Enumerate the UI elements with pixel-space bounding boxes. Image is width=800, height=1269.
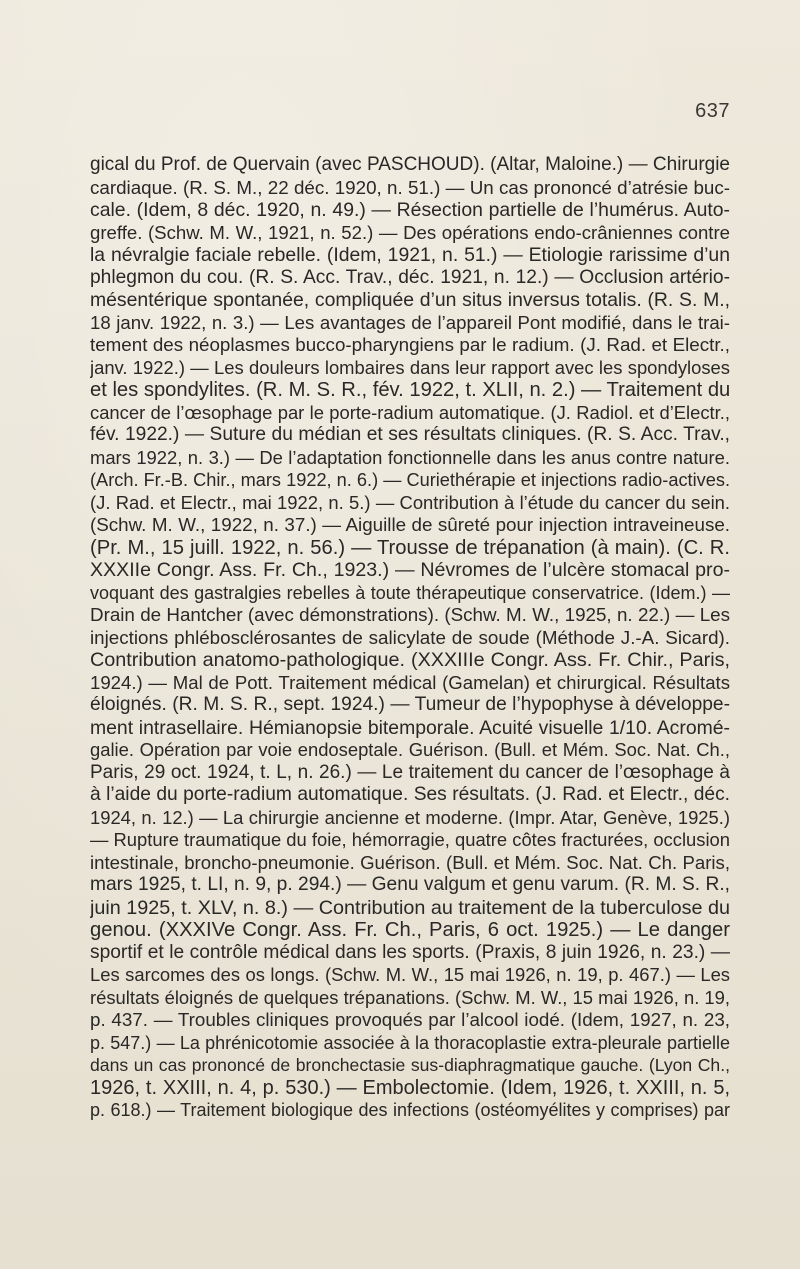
text-line: Paris, 29 oct. 1924, t. L, n. 26.) — Le traitement du cancer de l’œsophage à <box>90 761 730 783</box>
text-line: cardiaque. (R. S. M., 22 déc. 1920, n. 51.) — Un cas prononcé d’atrésie buc- <box>90 176 730 198</box>
text-line: mars 1922, n. 3.) — De l’adaptation fonctionnelle dans les anus contre nature. <box>90 446 730 468</box>
text-line: (Pr. M., 15 juill. 1922, n. 56.) — Trousse de trépanation (à main). (C. R. <box>90 536 730 559</box>
text-line: p. 437. — Troubles cliniques provoqués par l’alcool iodé. (Idem, 1927, n. 23, <box>90 1009 730 1030</box>
text-line: greffe. (Schw. M. W., 1921, n. 52.) — Des opérations endo-crâniennes contre <box>90 221 730 243</box>
text-line: genou. (XXXIVe Congr. Ass. Fr. Ch., Paris, 6 oct. 1925.) — Le danger <box>90 919 730 941</box>
text-line: la névralgie faciale rebelle. (Idem, 1921, n. 51.) — Etiologie rarissime d’un <box>90 244 730 266</box>
text-line: mars 1925, t. LI, n. 9, p. 294.) — Genu valgum et genu varum. (R. M. S. R., <box>90 874 730 895</box>
page-number: 637 <box>695 100 730 122</box>
text-line: 1924.) — Mal de Pott. Traitement médical (Gamelan) et chirurgical. Résultats <box>90 671 730 693</box>
text-line: janv. 1922.) — Les douleurs lombaires dans leur rapport avec les spondyloses <box>90 356 730 378</box>
text-line: éloignés. (R. M. S. R., sept. 1924.) — Tumeur de l’hypophyse à développe- <box>90 694 730 715</box>
text-line: tement des néoplasmes bucco-pharyngiens par le radium. (J. Rad. et Electr., <box>90 334 730 355</box>
text-line: p. 547.) — La phrénicotomie associée à la thoracoplastie extra-pleurale partielle <box>90 1032 730 1053</box>
text-line: dans un cas prononcé de bronchectasie sus-diaphragmatique gauche. (Lyon Ch., <box>90 1055 730 1075</box>
text-line: (J. Rad. et Electr., mai 1922, n. 5.) — Contribution à l’étude du cancer du sein. <box>90 491 730 513</box>
text-line: 1926, t. XXIII, n. 4, p. 530.) — Embolectomie. (Idem, 1926, t. XXIII, n. 5, <box>90 1076 730 1099</box>
text-line: Les sarcomes des os longs. (Schw. M. W., 15 mai 1926, n. 19, p. 467.) — Les <box>90 964 730 985</box>
text-line: Contribution anatomo-pathologique. (XXXIIIe Congr. Ass. Fr. Chir., Paris, <box>90 649 730 671</box>
text-line: résultats éloignés de quelques trépanations. (Schw. M. W., 15 mai 1926, n. 19, <box>90 986 730 1008</box>
text-line: XXXIIe Congr. Ass. Fr. Ch., 1923.) — Névromes de l’ulcère stomacal pro- <box>90 559 730 581</box>
text-line: galie. Opération par voie endoseptale. Guérison. (Bull. et Mém. Soc. Nat. Ch., <box>90 739 730 760</box>
text-line: et les spondylites. (R. M. S. R., fév. 1922, t. XLII, n. 2.) — Traitement du <box>90 379 730 401</box>
bibliography-paragraph <box>90 154 730 1122</box>
text-line: mésentérique spontanée, compliquée d’un situs inversus totalis. (R. S. M., <box>90 289 730 311</box>
text-line: Drain de Hantcher (avec démonstrations). (Schw. M. W., 1925, n. 22.) — Les <box>90 604 730 625</box>
text-line: cale. (Idem, 8 déc. 1920, n. 49.) — Résection partielle de l’humérus. Auto- <box>90 199 730 221</box>
text-line: intestinale, broncho-pneumonie. Guérison. (Bull. et Mém. Soc. Nat. Ch. Paris, <box>90 851 730 873</box>
text-line: sportif et le contrôle médical dans les sports. (Praxis, 8 juin 1926, n. 23.) — <box>90 941 730 963</box>
text-line: injections phlébosclérosantes de salicylate de soude (Méthode J.-A. Sicard). <box>90 626 730 648</box>
text-line: phlegmon du cou. (R. S. Acc. Trav., déc. 1921, n. 12.) — Occlusion artério- <box>90 266 730 288</box>
text-line: (Schw. M. W., 1922, n. 37.) — Aiguille de sûreté pour injection intraveineuse. <box>90 514 730 535</box>
text-line: ment intrasellaire. Hémianopsie bitemporale. Acuité visuelle 1/10. Acromé- <box>90 716 730 739</box>
text-line: 1924, n. 12.) — La chirurgie ancienne et moderne. (Impr. Atar, Genève, 1925.) <box>90 806 730 828</box>
text-line: gical du Prof. de Quervain (avec PASCHOUD). (Altar, Maloine.) — Chirurgie <box>90 154 730 175</box>
text-line: fév. 1922.) — Suture du médian et ses résultats cliniques. (R. S. Acc. Trav., <box>90 424 730 445</box>
text-line: juin 1925, t. XLV, n. 8.) — Contribution au traitement de la tuberculose du <box>90 896 730 919</box>
text-line: voquant des gastralgies rebelles à toute thérapeutique conservatrice. (Idem.) — <box>90 582 730 603</box>
text-line: 18 janv. 1922, n. 3.) — Les avantages de l’appareil Pont modifié, dans le trai- <box>90 311 730 333</box>
text-line: cancer de l’œsophage par le porte-radium automatique. (J. Radiol. et d’Electr., <box>90 401 730 423</box>
text-line: (Arch. Fr.-B. Chir., mars 1922, n. 6.) — Curiethérapie et injections radio-actives. <box>90 470 730 490</box>
text-line: — Rupture traumatique du foie, hémorragie, quatre côtes fracturées, occlusion <box>90 829 730 850</box>
text-line: p. 618.) — Traitement biologique des infections (ostéomyélites y comprises) par <box>90 1100 730 1120</box>
text-line: à l’aide du porte-radium automatique. Ses résultats. (J. Rad. et Electr., déc. <box>90 784 730 805</box>
